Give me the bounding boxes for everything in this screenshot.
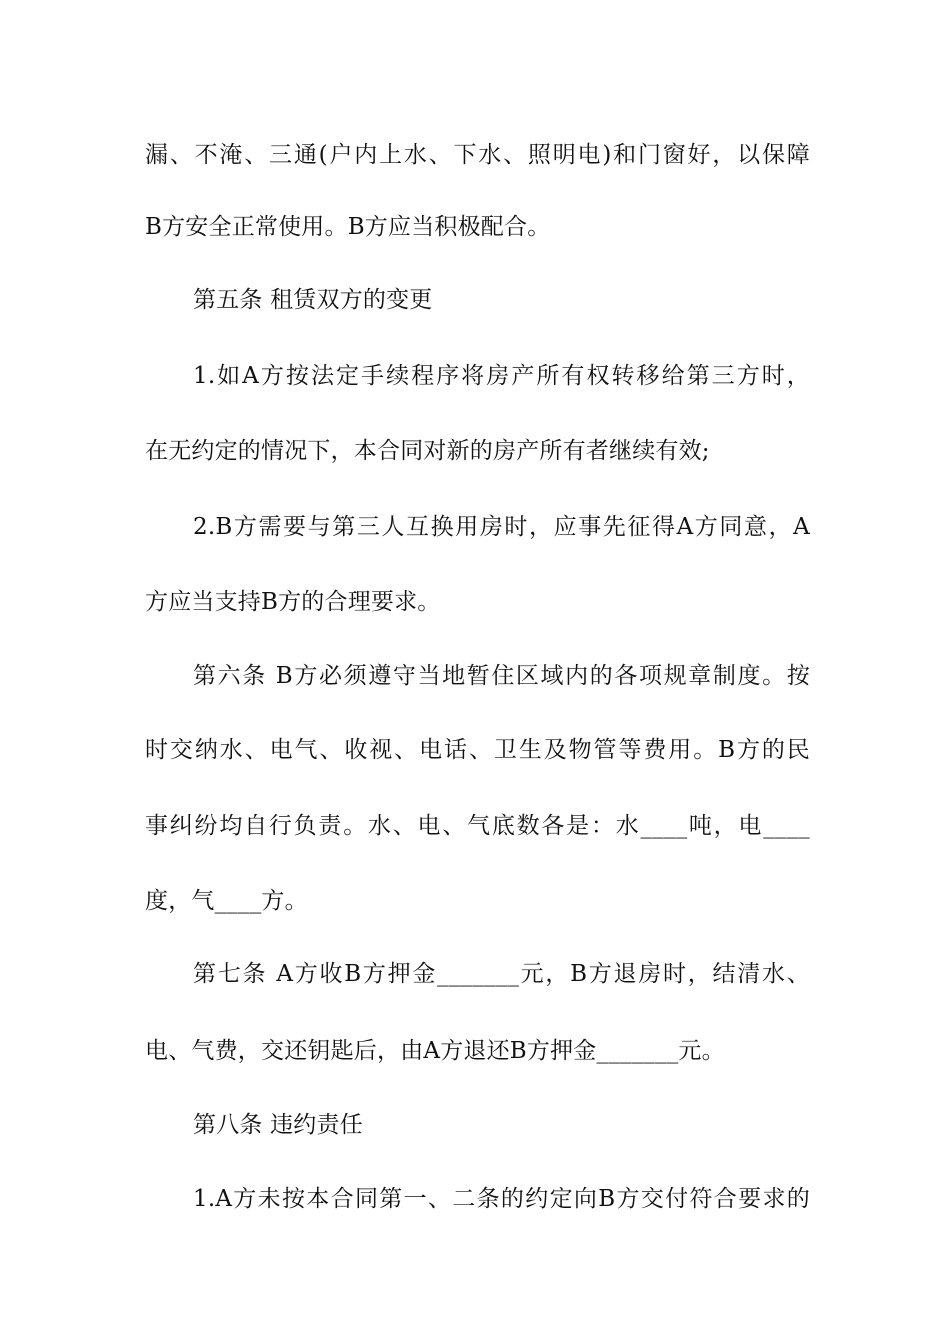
section-heading-8: 第八条 违约责任 [193, 1112, 363, 1138]
text-line-5: 在无约定的情况下，本合同对新的房产所有者继续有效; [145, 438, 710, 464]
section-heading-6: 第六条 B方必须遵守当地暂住区域内的各项规章制度。按 [193, 663, 810, 689]
text-line-10: 事纠纷均自行负责。水、电、气底数各是：水____吨，电____ [145, 813, 810, 839]
text-line-6: 2.B方需要与第三人互换用房时，应事先征得A方同意，A [193, 514, 810, 540]
text-line-11: 度，气____方。 [145, 888, 308, 914]
text-line-15: 1.A方未按本合同第一、二条的约定向B方交付符合要求的 [193, 1186, 810, 1212]
text-line-1: 漏、不淹、三通(户内上水、下水、照明电)和门窗好，以保障 [145, 142, 810, 168]
section-heading-7: 第七条 A方收B方押金_______元，B方退房时，结清水、 [193, 961, 810, 987]
text-line-4: 1.如A方按法定手续程序将房产所有权转移给第三方时， [193, 363, 810, 389]
text-line-9: 时交纳水、电气、收视、电话、卫生及物管等费用。B方的民 [145, 737, 810, 763]
section-heading-5: 第五条 租赁双方的变更 [193, 287, 433, 313]
text-line-13: 电、气费，交还钥匙后，由A方退还B方押金_______元。 [145, 1038, 725, 1064]
text-line-2: B方安全正常使用。B方应当积极配合。 [145, 214, 551, 240]
text-line-7: 方应当支持B方的合理要求。 [145, 589, 441, 615]
